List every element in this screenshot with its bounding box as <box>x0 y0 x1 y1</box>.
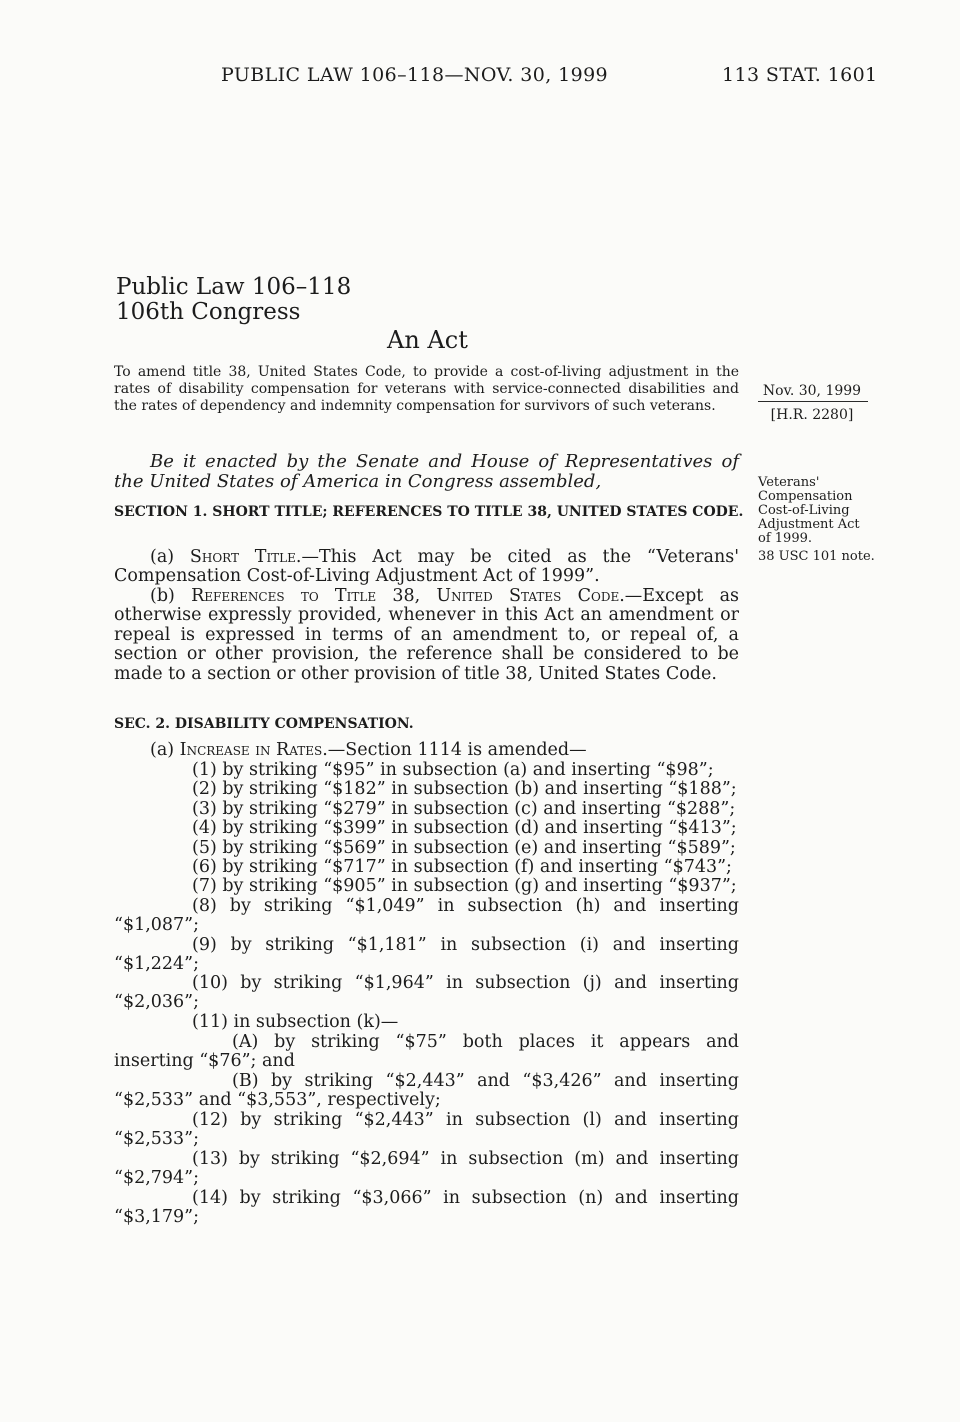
section-2-subsection-a <box>114 741 739 760</box>
section-1-heading: SECTION 1. SHORT TITLE; REFERENCES TO TITLE 38, UNITED STATES CODE. <box>114 504 744 520</box>
sidenote-short-title-line: of 1999. <box>758 531 812 546</box>
sidenote-short-title-line: Veterans' <box>758 475 820 490</box>
amendment-item: (3) by striking “$279” in subsection (c) and inserting “$288”; <box>192 799 736 819</box>
purpose-clause: To amend title 38, United States Code, to provide a cost-of-living adjustment in the rates of disability compensation for veterans with service-connected disabilities and the rates of dependency and indemnity compensation for survivors of such veterans. <box>114 364 739 414</box>
subsection-label: (b) <box>150 586 192 606</box>
amendment-item: (2) by striking “$182” in subsection (b) and inserting “$188”; <box>192 779 737 799</box>
section-2-heading: SEC. 2. DISABILITY COMPENSATION. <box>114 716 414 732</box>
amendment-item: (10) by striking “$1,964” in subsection (j) and inserting “$2,036”; <box>114 973 739 1013</box>
subsection-label: (a) <box>150 547 190 567</box>
amendment-subitem: (A) by striking “$75” both places it appears and inserting “$76”; and <box>114 1032 739 1072</box>
sidenote-short-title-line: Compensation <box>758 489 853 504</box>
subsection-label: (a) <box>150 740 180 760</box>
subsection-caption: Short Title <box>189 547 296 567</box>
amendment-item: (14) by striking “$3,066” in subsection (n) and inserting “$3,179”; <box>114 1188 739 1228</box>
subsection-text: .—Section 1114 is amended— <box>322 740 587 760</box>
subsection-caption: Increase in Rates <box>179 740 323 760</box>
amendment-item: (8) by striking “$1,049” in subsection (h) and inserting “$1,087”; <box>114 896 739 936</box>
subsection-text: .—This Act may be cited as the “Veterans' Compensation Cost-of-Living Adjustment Act of 1999”. <box>114 547 740 587</box>
sidenote-usc-reference: 38 USC 101 note. <box>758 549 875 564</box>
section-1-subsection-a <box>114 548 739 587</box>
amendment-item: (5) by striking “$569” in subsection (e) and inserting “$589”; <box>192 838 736 858</box>
amendment-item: (7) by striking “$905” in subsection (g) and inserting “$937”; <box>192 876 737 896</box>
subsection-text: .—Except as otherwise expressly provided, whenever in this Act an amendment or repeal is expressed in terms of an amendment to, or repeal of, a section or other provision, the reference shall be considered to be made to a section or other provision of title 38, United States Code. <box>114 586 739 684</box>
sidenote-rule <box>758 401 868 402</box>
amendment-subitem: (B) by striking “$2,443” and “$3,426” and inserting “$2,533” and “$3,553”, respectively; <box>114 1071 739 1111</box>
amendment-item: (12) by striking “$2,443” in subsection (l) and inserting “$2,533”; <box>114 1110 739 1150</box>
sidenote-date: Nov. 30, 1999 <box>762 383 862 399</box>
running-head-statute-page: 113 STAT. 1601 <box>722 64 878 86</box>
sidenote-short-title-line: Adjustment Act <box>758 517 860 532</box>
enacting-clause: Be it enacted by the Senate and House of Representatives of the United States of America in Congress assembled, <box>114 451 739 492</box>
act-heading: An Act <box>387 326 468 354</box>
amendment-item: (13) by striking “$2,694” in subsection (m) and inserting “$2,794”; <box>114 1149 739 1189</box>
sidenote-short-title-line: Cost-of-Living <box>758 503 850 518</box>
amendment-item: (1) by striking “$95” in subsection (a) and inserting “$98”; <box>192 760 714 780</box>
amendment-item: (9) by striking “$1,181” in subsection (i) and inserting “$1,224”; <box>114 935 739 975</box>
sidenote-bill-number: [H.R. 2280] <box>770 407 854 423</box>
congress-number: 106th Congress <box>116 299 301 325</box>
section-1-subsection-b <box>114 587 739 684</box>
amendment-item: (4) by striking “$399” in subsection (d) and inserting “$413”; <box>192 818 737 838</box>
running-head-law-date: PUBLIC LAW 106–118—NOV. 30, 1999 <box>221 64 609 86</box>
subsection-caption: References to Title 38, United States Code <box>191 586 620 606</box>
amendment-item: (6) by striking “$717” in subsection (f) and inserting “$743”; <box>192 857 732 877</box>
amendment-item: (11) in subsection (k)— <box>192 1012 399 1032</box>
public-law-number: Public Law 106–118 <box>116 274 352 300</box>
